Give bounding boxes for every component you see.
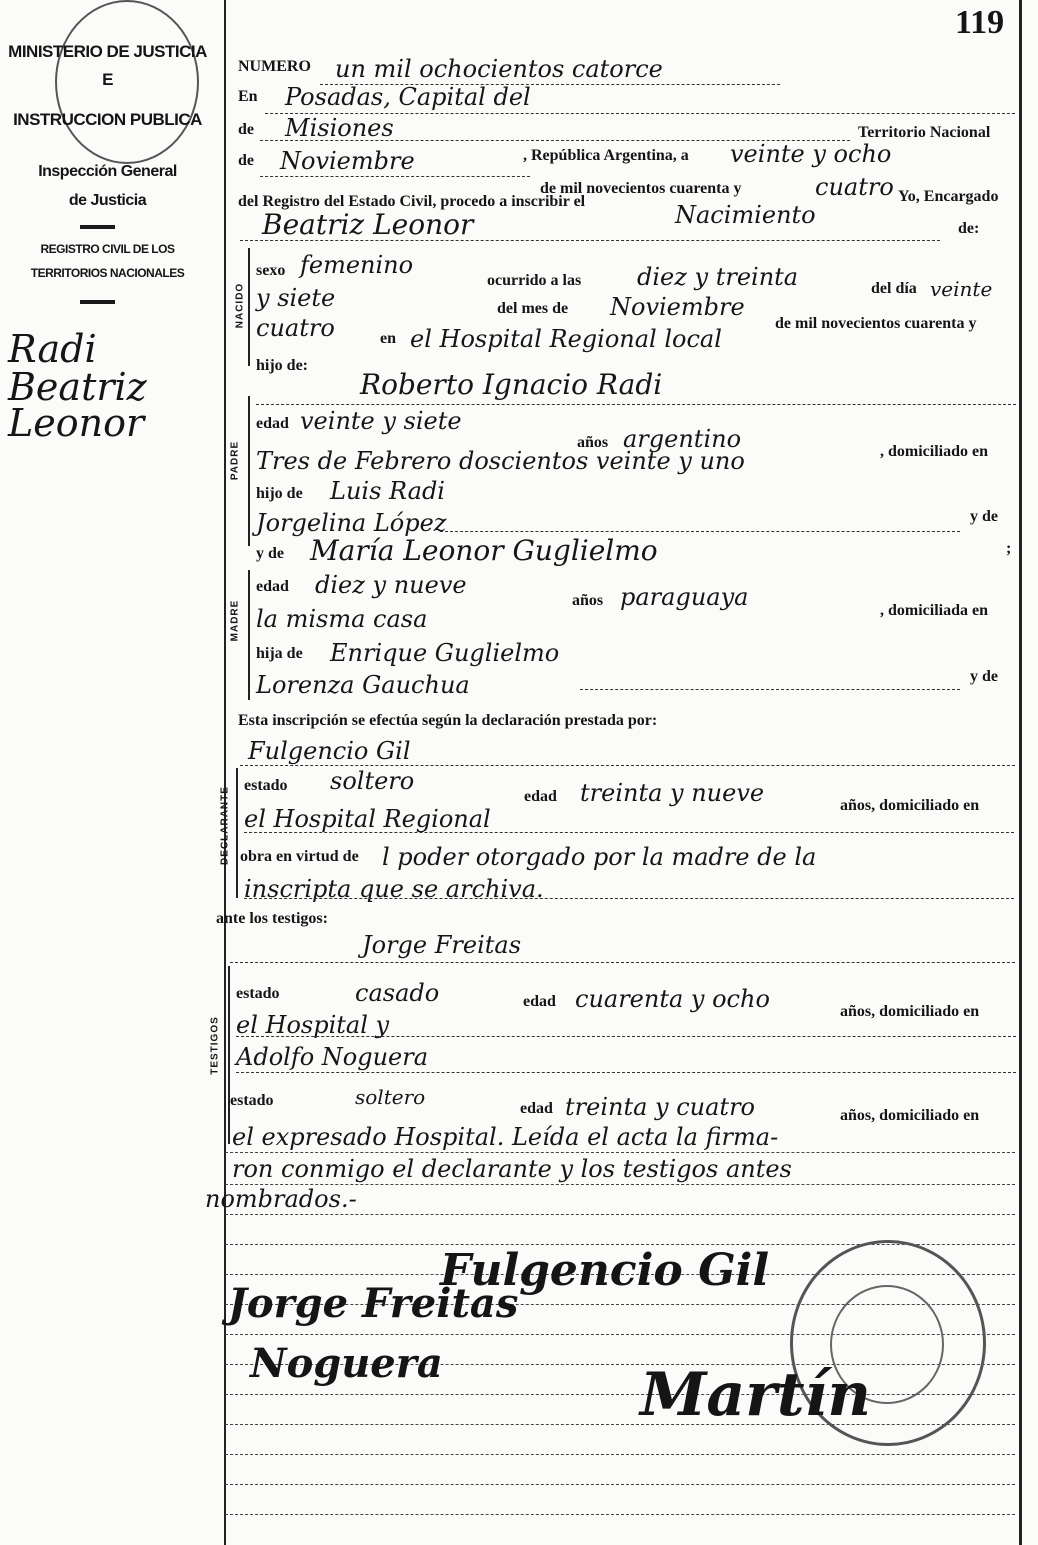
ruled-line [225, 1514, 1015, 1515]
declarante-edad-label: edad [524, 788, 557, 805]
madre-side-label: MADRE [229, 599, 241, 642]
dotted-line [230, 962, 1015, 963]
dotted-line [580, 689, 960, 690]
t1-domicilio: el Hospital y [236, 1011, 390, 1039]
del-mes-label: del mes de [497, 300, 569, 317]
lugar-value: el Hospital Regional local [410, 325, 722, 353]
t1-estado: casado [355, 979, 440, 1007]
del-dia-label: del día [871, 280, 917, 297]
dotted-line [440, 531, 960, 532]
territorio-label: Territorio Nacional [858, 124, 991, 141]
padre-padre-de: Luis Radi [330, 477, 445, 505]
nacido-anio-value: cuatro [256, 314, 335, 342]
t1-edad-label: edad [523, 993, 556, 1010]
padre-domiciliado-label: , domiciliado en [880, 443, 989, 460]
anio-value: cuatro [815, 173, 894, 201]
madre-brace [248, 570, 250, 700]
de-label: de [238, 121, 254, 138]
inspection-line-2: de Justicia [68, 192, 147, 209]
nacido-mes-value: Noviembre [610, 293, 745, 321]
registry-line-1: REGISTRO CIVIL DE LOS [40, 242, 175, 256]
hijo-label: hijo de: [256, 357, 308, 374]
registry-line-2: TERRITORIOS NACIONALES [30, 266, 185, 280]
declarante-domicilio: el Hospital Regional [244, 805, 491, 833]
obra-value-2: inscripta que se archiva. [244, 875, 544, 903]
testigos-side-label: TESTIGOS [209, 1016, 221, 1075]
padre-brace [248, 396, 250, 546]
ruled-line [225, 1484, 1015, 1485]
de2-label: de [238, 152, 254, 169]
padre-nombre: Roberto Ignacio Radi [360, 368, 663, 401]
dotted-line [236, 1072, 1016, 1073]
ruled-line [225, 1454, 1015, 1455]
cierre-line-1: ron conmigo el declarante y los testigos antes [232, 1155, 792, 1183]
madre-nombre: María Leonor Guglielmo [310, 534, 658, 567]
padre-anios-label: años [577, 434, 609, 451]
signature-testigo-2: Noguera [250, 1340, 443, 1387]
en-label: En [238, 88, 258, 105]
sidebar-divider [80, 300, 115, 304]
territorio-value: Misiones [285, 114, 394, 142]
padre-edad-label: edad [256, 415, 289, 432]
t1-anios-label: años, domiciliado en [840, 1003, 980, 1020]
cierre-line-2: nombrados.- [205, 1185, 357, 1213]
ocurrido-label: ocurrido a las [487, 272, 582, 289]
madre-anios-label: años [572, 592, 604, 609]
declarante-estado: soltero [330, 767, 415, 795]
madre-padre-de: Enrique Guglielmo [330, 639, 560, 667]
madre-domicilio: la misma casa [256, 605, 428, 633]
testigo-2-nombre: Adolfo Noguera [236, 1043, 429, 1071]
anio-label: de mil novecientos cuarenta y [540, 180, 742, 197]
hora-value: diez y treinta [637, 263, 799, 291]
declarante-anios-label: años, domiciliado en [840, 797, 980, 814]
signature-testigo-1: Jorge Freitas [228, 1280, 519, 1327]
madre-nacionalidad: paraguaya [620, 583, 749, 611]
sexo-label: sexo [256, 262, 286, 279]
sexo-value: femenino [300, 251, 414, 279]
padre-madre-de: Jorgelina López [256, 509, 447, 537]
ruled-line [225, 1152, 1015, 1153]
padre-hijo-label: hijo de [256, 485, 303, 502]
madre-y-de-label-2: y de [970, 668, 998, 685]
t2-edad-label: edad [520, 1100, 553, 1117]
t2-estado-label: estado [230, 1092, 274, 1109]
nacido-anio-label: de mil novecientos cuarenta y [775, 315, 977, 332]
acto-value: Nacimiento [675, 201, 816, 229]
t2-domicilio: el expresado Hospital. Leída el acta la firma- [232, 1123, 779, 1151]
declarante-estado-label: estado [244, 777, 288, 794]
de-colon-label: de: [958, 220, 980, 237]
signature-encargado: Martín [640, 1360, 872, 1430]
mes-value: Noviembre [280, 147, 415, 175]
madre-y-de-label: y de [256, 545, 284, 562]
dia-value: veinte y ocho [730, 140, 892, 168]
obra-label: obra en virtud de [240, 848, 359, 865]
dotted-line [240, 240, 940, 241]
padre-domicilio: Tres de Febrero doscientos veinte y uno [256, 447, 745, 475]
margin-rule [224, 0, 226, 1545]
sidebar [0, 0, 225, 1545]
testigos-label: ante los testigos: [216, 910, 328, 927]
testigos-brace [228, 966, 230, 1144]
ministry-line-2: E [102, 70, 113, 89]
dotted-line [236, 1036, 1016, 1037]
dia-value-2: y siete [256, 284, 336, 312]
page-edge [1019, 0, 1022, 1545]
en-value: Posadas, Capital del [285, 83, 531, 111]
t1-estado-label: estado [236, 985, 280, 1002]
ministry-line-3: INSTRUCCION PUBLICA [13, 110, 202, 129]
margin-second-name: Leonor [8, 401, 145, 445]
nacido-en-label: en [380, 330, 396, 347]
t2-anios-label: años, domiciliado en [840, 1107, 980, 1124]
declarante-edad: treinta y nueve [580, 779, 765, 807]
madre-edad-value: diez y nueve [315, 571, 467, 599]
padre-edad-value: veinte y siete [300, 407, 462, 435]
ruled-line [225, 1214, 1015, 1215]
obra-value-1: l poder otorgado por la madre de la [382, 843, 817, 871]
dotted-line [244, 832, 1014, 833]
inscripto-value: Beatriz Leonor [262, 208, 474, 241]
encargado-label: Yo, Encargado [898, 188, 999, 205]
margin-surname: Radi [8, 327, 97, 371]
padre-side-label: PADRE [229, 440, 241, 481]
declarante-nombre: Fulgencio Gil [248, 737, 411, 765]
margin-first-name: Beatriz [8, 365, 147, 409]
declaracion-label: Esta inscripción se efectúa según la declaración prestada por: [238, 712, 658, 729]
numero-label: NUMERO [238, 58, 311, 75]
numero-value: un mil ochocientos catorce [335, 55, 663, 83]
declarante-side-label: DECLARANTE [219, 786, 231, 865]
dotted-line [256, 404, 1016, 405]
semicolon: ; [1006, 540, 1012, 557]
page-number: 119 [955, 4, 1005, 41]
ministry-line-1: MINISTERIO DE JUSTICIA [8, 42, 207, 61]
signature-declarante: Fulgencio Gil [440, 1245, 770, 1296]
madre-domiciliada-label: , domiciliada en [880, 602, 989, 619]
republica-label: , República Argentina, a [523, 147, 689, 164]
nacido-side-label: NACIDO [234, 282, 246, 329]
dotted-line [260, 176, 530, 177]
madre-madre-de: Lorenza Gauchua [256, 671, 470, 699]
declarante-brace [236, 768, 238, 898]
registro-label: del Registro del Estado Civil, procedo a inscribir el [238, 193, 586, 210]
testigo-1-nombre: Jorge Freitas [362, 931, 522, 959]
madre-edad-label: edad [256, 578, 289, 595]
sidebar-divider [80, 225, 115, 229]
dotted-line [244, 898, 1014, 899]
t2-estado: soltero [355, 1085, 426, 1109]
inspection-line-1: Inspección General [38, 163, 177, 180]
ruled-line [225, 1184, 1015, 1185]
nacido-brace [248, 248, 250, 366]
dia-value-1: veinte [930, 277, 993, 301]
dotted-line [240, 765, 1015, 766]
t1-edad: cuarenta y ocho [575, 985, 770, 1013]
madre-hija-label: hija de [256, 645, 303, 662]
padre-nacionalidad: argentino [623, 425, 742, 453]
padre-y-de-label: y de [970, 508, 998, 525]
t2-edad: treinta y cuatro [565, 1093, 755, 1121]
